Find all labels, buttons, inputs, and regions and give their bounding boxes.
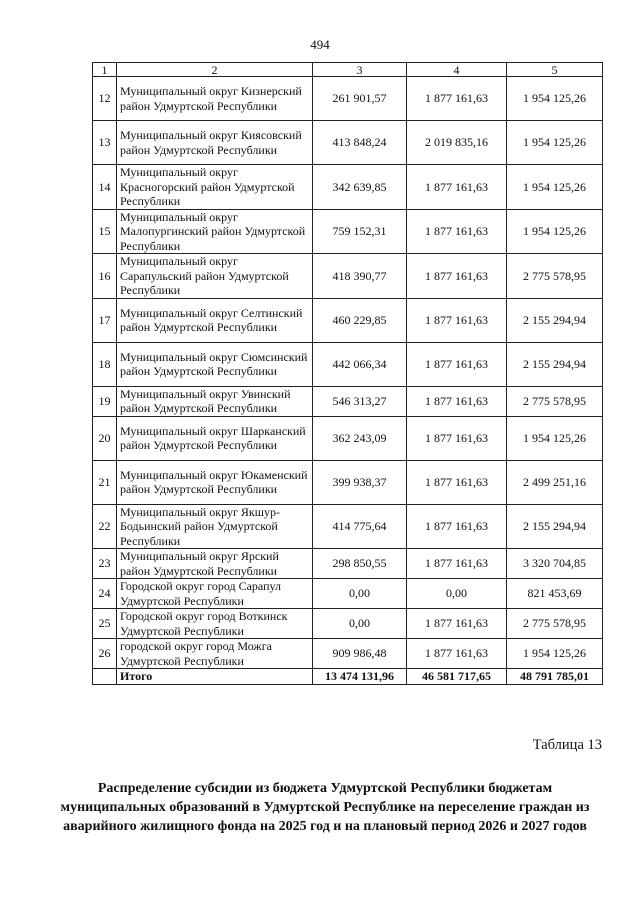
- header-col-1: 1: [93, 63, 117, 77]
- value-col-5: 2 775 578,95: [507, 254, 603, 299]
- total-col-3: 13 474 131,96: [313, 669, 407, 685]
- value-col-5: 2 155 294,94: [507, 504, 603, 549]
- value-col-5: 1 954 125,26: [507, 77, 603, 121]
- subsidy-table: [92, 62, 603, 685]
- value-col-4: 0,00: [407, 579, 507, 609]
- municipality-name: Муниципальный округ Шарканский район Удмуртской Республики: [117, 416, 313, 460]
- row-number: 18: [93, 342, 117, 386]
- value-col-3: 399 938,37: [313, 460, 407, 504]
- value-col-5: 1 954 125,26: [507, 209, 603, 254]
- total-label: Итого: [117, 669, 313, 685]
- table-row: [93, 504, 603, 549]
- row-number: 21: [93, 460, 117, 504]
- table-row: [93, 549, 603, 579]
- municipality-name: Муниципальный округ Красногорский район Удмуртской Республики: [117, 165, 313, 210]
- municipality-name: Муниципальный округ Селтинский район Удмуртской Республики: [117, 298, 313, 342]
- row-number: 23: [93, 549, 117, 579]
- value-col-5: 2 499 251,16: [507, 460, 603, 504]
- value-col-4: 1 877 161,63: [407, 416, 507, 460]
- value-col-3: 413 848,24: [313, 121, 407, 165]
- table-row: [93, 165, 603, 210]
- table-row: [93, 298, 603, 342]
- municipality-name: Муниципальный округ Сарапульский район Удмуртской Республики: [117, 254, 313, 299]
- table-header-row: [93, 63, 603, 77]
- municipality-name: Муниципальный округ Увинский район Удмуртской Республики: [117, 386, 313, 416]
- value-col-4: 1 877 161,63: [407, 298, 507, 342]
- row-number: 24: [93, 579, 117, 609]
- header-col-3: 3: [313, 63, 407, 77]
- table-row: [93, 254, 603, 299]
- value-col-4: 1 877 161,63: [407, 386, 507, 416]
- value-col-4: 1 877 161,63: [407, 609, 507, 639]
- row-number: 22: [93, 504, 117, 549]
- value-col-4: 1 877 161,63: [407, 209, 507, 254]
- value-col-3: 414 775,64: [313, 504, 407, 549]
- value-col-5: 3 320 704,85: [507, 549, 603, 579]
- table-row: [93, 386, 603, 416]
- value-col-4: 1 877 161,63: [407, 549, 507, 579]
- municipality-name: Муниципальный округ Якшур-Бодьинский район Удмуртской Республики: [117, 504, 313, 549]
- value-col-3: 418 390,77: [313, 254, 407, 299]
- municipality-name: городской округ город Можга Удмуртской Республики: [117, 639, 313, 669]
- value-col-4: 1 877 161,63: [407, 254, 507, 299]
- municipality-name: Муниципальный округ Сюмсинский район Удмуртской Республики: [117, 342, 313, 386]
- value-col-5: 1 954 125,26: [507, 639, 603, 669]
- value-col-4: 1 877 161,63: [407, 504, 507, 549]
- header-col-4: 4: [407, 63, 507, 77]
- total-empty-cell: [93, 669, 117, 685]
- table-row: [93, 609, 603, 639]
- page-number: 494: [310, 37, 330, 52]
- row-number: 12: [93, 77, 117, 121]
- value-col-3: 261 901,57: [313, 77, 407, 121]
- row-number: 20: [93, 416, 117, 460]
- total-col-5: 48 791 785,01: [507, 669, 603, 685]
- total-col-4: 46 581 717,65: [407, 669, 507, 685]
- value-col-4: 2 019 835,16: [407, 121, 507, 165]
- row-number: 17: [93, 298, 117, 342]
- value-col-5: 1 954 125,26: [507, 121, 603, 165]
- value-col-4: 1 877 161,63: [407, 460, 507, 504]
- row-number: 26: [93, 639, 117, 669]
- value-col-5: 2 775 578,95: [507, 609, 603, 639]
- row-number: 25: [93, 609, 117, 639]
- row-number: 19: [93, 386, 117, 416]
- value-col-4: 1 877 161,63: [407, 639, 507, 669]
- row-number: 13: [93, 121, 117, 165]
- table-row: [93, 77, 603, 121]
- table-row: [93, 460, 603, 504]
- row-number: 14: [93, 165, 117, 210]
- table-row: [93, 639, 603, 669]
- table-caption: Распределение субсидии из бюджета Удмуртской Республики бюджетам муниципальных образований в Удмуртской Республике на переселение граждан из аварийного жилищного фонда на 2025 год и на плановый период 2026 и 2027 годов: [60, 781, 590, 834]
- municipality-name: Муниципальный округ Малопургинский район Удмуртской Республики: [117, 209, 313, 254]
- table-row: [93, 121, 603, 165]
- value-col-3: 442 066,34: [313, 342, 407, 386]
- municipality-name: Муниципальный округ Кизнерский район Удмуртской Республики: [117, 77, 313, 121]
- municipality-name: Муниципальный округ Юкаменский район Удмуртской Республики: [117, 460, 313, 504]
- value-col-3: 0,00: [313, 579, 407, 609]
- municipality-name: Городской округ город Сарапул Удмуртской Республики: [117, 579, 313, 609]
- municipality-name: Муниципальный округ Киясовский район Удмуртской Республики: [117, 121, 313, 165]
- row-number: 15: [93, 209, 117, 254]
- value-col-3: 546 313,27: [313, 386, 407, 416]
- municipality-name: Городской округ город Воткинск Удмуртской Республики: [117, 609, 313, 639]
- value-col-3: 342 639,85: [313, 165, 407, 210]
- table-label: Таблица 13: [532, 737, 602, 753]
- value-col-5: 1 954 125,26: [507, 416, 603, 460]
- value-col-4: 1 877 161,63: [407, 77, 507, 121]
- row-number: 16: [93, 254, 117, 299]
- value-col-5: 1 954 125,26: [507, 165, 603, 210]
- value-col-3: 298 850,55: [313, 549, 407, 579]
- value-col-3: 460 229,85: [313, 298, 407, 342]
- value-col-3: 0,00: [313, 609, 407, 639]
- municipality-name: Муниципальный округ Ярский район Удмуртской Республики: [117, 549, 313, 579]
- value-col-5: 821 453,69: [507, 579, 603, 609]
- table-row: [93, 342, 603, 386]
- table-row: [93, 579, 603, 609]
- value-col-5: 2 775 578,95: [507, 386, 603, 416]
- value-col-4: 1 877 161,63: [407, 165, 507, 210]
- table-row: [93, 416, 603, 460]
- total-row: [93, 669, 603, 685]
- value-col-4: 1 877 161,63: [407, 342, 507, 386]
- header-col-2: 2: [117, 63, 313, 77]
- value-col-3: 909 986,48: [313, 639, 407, 669]
- table-row: [93, 209, 603, 254]
- value-col-3: 362 243,09: [313, 416, 407, 460]
- value-col-5: 2 155 294,94: [507, 298, 603, 342]
- value-col-5: 2 155 294,94: [507, 342, 603, 386]
- value-col-3: 759 152,31: [313, 209, 407, 254]
- header-col-5: 5: [507, 63, 603, 77]
